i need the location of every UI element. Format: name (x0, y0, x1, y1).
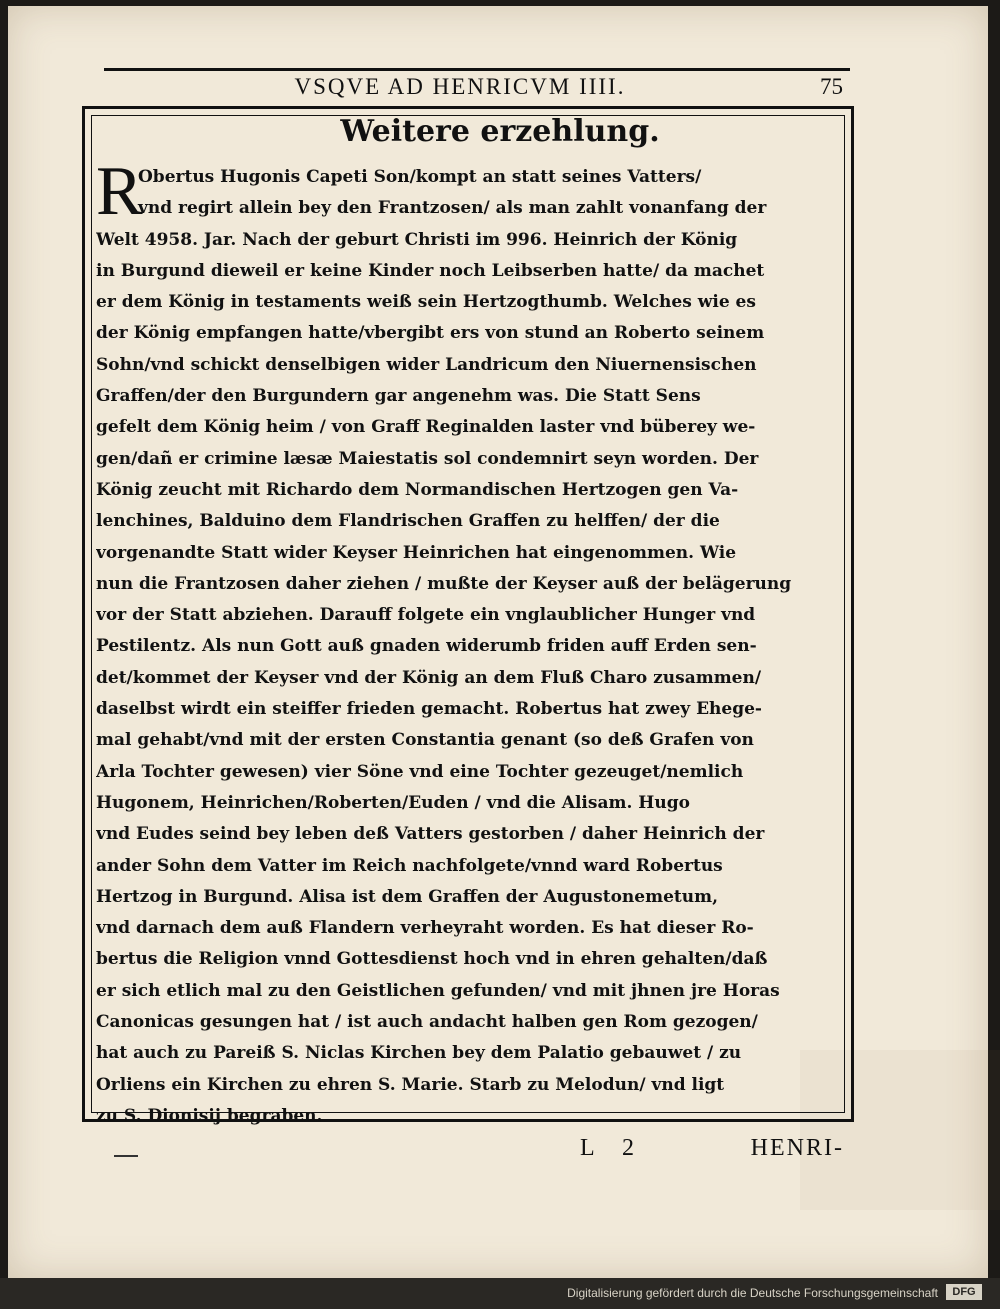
tick-mark (114, 1155, 138, 1157)
chapter-title: Weitere erzehlung. (340, 114, 660, 149)
text-line: lenchines, Balduino dem Flandrischen Graffen zu helffen/ der die (96, 511, 720, 532)
catchword: HENRI- (750, 1135, 844, 1161)
text-line: in Burgund dieweil er keine Kinder noch Leibserben hatte/ da machet (96, 260, 765, 281)
text-line: gen/dañ er crimine læsæ Maiestatis sol condemnirt seyn worden. Der (96, 448, 759, 469)
text-line: Canonicas gesungen hat / ist auch andacht halben gen Rom gezogen/ (96, 1012, 758, 1033)
text-line: bertus die Religion vnnd Gottesdienst hoch vnd in ehren gehalten/daß (96, 949, 768, 970)
text-line: vor der Statt abziehen. Darauff folgete ein vnglaublicher Hunger vnd (96, 605, 756, 626)
text-line: zu S. Dionisij begraben. (96, 1105, 323, 1126)
signature-number: 2 (622, 1135, 634, 1161)
text-line: daselbst wirdt ein steiffer frieden gemacht. Robertus hat zwey Ehege- (96, 699, 762, 720)
text-line: vorgenandte Statt wider Keyser Heinrichen hat eingenommen. Wie (96, 542, 737, 563)
text-line: Obertus Hugonis Capeti Son/kompt an statt seines Vatters/ (138, 167, 702, 187)
text-line: König zeucht mit Richardo dem Normandischen Hertzogen gen Va- (96, 479, 739, 500)
text-line: vnd darnach dem auß Flandern verheyraht worden. Es hat dieser Ro- (96, 918, 754, 939)
text-line: nun die Frantzosen daher ziehen / mußte der Keyser auß der belägerung (96, 573, 792, 594)
credit-text: Digitalisierung gefördert durch die Deutsche Forschungsgemeinschaft (567, 1286, 938, 1300)
catchword-line (92, 1135, 844, 1171)
text-line: der König empfangen hatte/vbergibt ers von stund an Roberto seinem (96, 323, 765, 344)
text-line: Welt 4958. Jar. Nach der geburt Christi im 996. Heinrich der König (96, 229, 738, 250)
text-line: er sich etlich mal zu den Geistlichen gefunden/ vnd mit jhnen jre Horas (96, 980, 780, 1001)
page-number: 75 (820, 74, 843, 99)
text-line: Hugonem, Heinrichen/Roberten/Euden / vnd die Alisam. Hugo (96, 792, 690, 813)
credit-strip (0, 1278, 1000, 1309)
running-title: VSQVE AD HENRICVM IIII. (294, 74, 626, 99)
text-line: vnd Eudes seind bey leben deß Vatters gestorben / daher Heinrich der (96, 824, 765, 845)
text-line: Sohn/vnd schickt denselbigen wider Landricum den Niuernensischen (96, 354, 757, 375)
text-line: Orliens ein Kirchen zu ehren S. Marie. Starb zu Melodun/ vnd ligt (96, 1074, 725, 1095)
text-line: Arla Tochter gewesen) vier Söne vnd eine Tochter gezeuget/nemlich (96, 761, 744, 782)
header-rule (104, 68, 850, 71)
signature-mark: L (580, 1135, 595, 1161)
text-line: Pestilentz. Als nun Gott auß gnaden widerumb friden auff Erden sen- (96, 636, 757, 657)
text-line: hat auch zu Pareiß S. Niclas Kirchen bey dem Palatio gebauwet / zu (96, 1043, 742, 1064)
text-line: gefelt dem König heim / von Graff Reginalden laster vnd büberey we- (96, 417, 756, 438)
dfg-logo-icon: DFG (946, 1284, 982, 1300)
text-line: Hertzog in Burgund. Alisa ist dem Graffen der Augustonemetum, (96, 886, 719, 907)
text-line: vnd regirt allein bey den Frantzosen/ als man zahlt vonanfang der (138, 198, 767, 219)
text-line: mal gehabt/vnd mit der ersten Constantia genant (so deß Grafen von (96, 730, 754, 751)
text-line: Graffen/der den Burgundern gar angenehm was. Die Statt Sens (96, 386, 701, 407)
text-line: er dem König in testaments weiß sein Hertzogthumb. Welches wie es (96, 292, 756, 313)
initial-letter: R (96, 153, 143, 230)
text-line: det/kommet der Keyser vnd der König an dem Fluß Charo zusammen/ (96, 667, 762, 688)
body-text (96, 162, 844, 1132)
text-line: ander Sohn dem Vatter im Reich nachfolgete/vnnd ward Robertus (96, 855, 723, 876)
